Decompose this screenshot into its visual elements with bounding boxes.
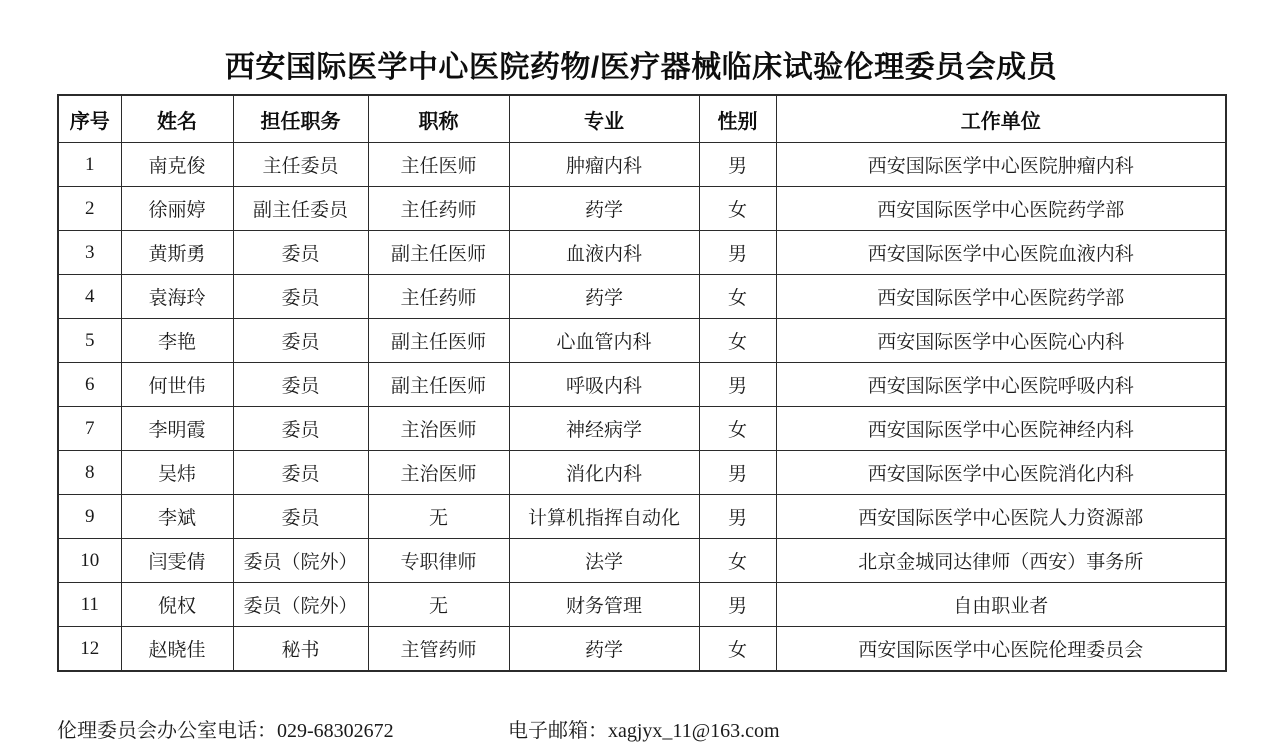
table-cell: 消化内科 <box>509 451 699 495</box>
table-cell: 男 <box>699 451 776 495</box>
column-header: 姓名 <box>121 95 233 143</box>
table-row <box>58 231 1226 275</box>
table-row <box>58 627 1226 672</box>
table-cell: 委员 <box>233 319 368 363</box>
table-cell: 主管药师 <box>368 627 509 672</box>
office-phone-label: 伦理委员会办公室电话： <box>57 720 277 742</box>
table-cell: 副主任医师 <box>368 319 509 363</box>
table-cell: 李斌 <box>121 495 233 539</box>
table-row <box>58 539 1226 583</box>
table-cell: 女 <box>699 187 776 231</box>
table-cell: 女 <box>699 275 776 319</box>
table-cell: 财务管理 <box>509 583 699 627</box>
table-cell: 法学 <box>509 539 699 583</box>
table-cell: 11 <box>58 583 121 627</box>
table-cell: 西安国际医学中心医院呼吸内科 <box>776 363 1226 407</box>
table-cell: 北京金城同达律师（西安）事务所 <box>776 539 1226 583</box>
table-cell: 主任委员 <box>233 143 368 187</box>
table-row <box>58 407 1226 451</box>
table-cell: 无 <box>368 495 509 539</box>
table-cell: 吴炜 <box>121 451 233 495</box>
office-email-value: xagjyx_11@163.com <box>608 720 780 742</box>
column-header: 序号 <box>58 95 121 143</box>
table-cell: 女 <box>699 407 776 451</box>
table-cell: 委员 <box>233 363 368 407</box>
table-cell: 委员 <box>233 231 368 275</box>
table-cell: 2 <box>58 187 121 231</box>
table-cell: 西安国际医学中心医院药学部 <box>776 187 1226 231</box>
table-cell: 李明霞 <box>121 407 233 451</box>
table-cell: 主任医师 <box>368 143 509 187</box>
table-cell: 4 <box>58 275 121 319</box>
table-row <box>58 275 1226 319</box>
header-row <box>58 95 1226 143</box>
table-cell: 委员（院外） <box>233 583 368 627</box>
table-row <box>58 143 1226 187</box>
table-cell: 李艳 <box>121 319 233 363</box>
table-cell: 闫雯倩 <box>121 539 233 583</box>
table-cell: 神经病学 <box>509 407 699 451</box>
table-cell: 西安国际医学中心医院人力资源部 <box>776 495 1226 539</box>
table-cell: 倪权 <box>121 583 233 627</box>
table-cell: 徐丽婷 <box>121 187 233 231</box>
table-cell: 西安国际医学中心医院肿瘤内科 <box>776 143 1226 187</box>
table-cell: 5 <box>58 319 121 363</box>
table-cell: 西安国际医学中心医院伦理委员会 <box>776 627 1226 672</box>
table-cell: 委员 <box>233 407 368 451</box>
table-cell: 赵晓佳 <box>121 627 233 672</box>
table-cell: 6 <box>58 363 121 407</box>
table-row <box>58 495 1226 539</box>
table-cell: 委员 <box>233 275 368 319</box>
table-cell: 自由职业者 <box>776 583 1226 627</box>
table-cell: 女 <box>699 539 776 583</box>
column-header: 担任职务 <box>233 95 368 143</box>
column-header: 职称 <box>368 95 509 143</box>
table-cell: 血液内科 <box>509 231 699 275</box>
column-header: 性别 <box>699 95 776 143</box>
table-row <box>58 319 1226 363</box>
table-cell: 委员 <box>233 451 368 495</box>
table-cell: 呼吸内科 <box>509 363 699 407</box>
table-cell: 何世伟 <box>121 363 233 407</box>
office-phone <box>57 714 394 743</box>
table-cell: 8 <box>58 451 121 495</box>
table-cell: 委员 <box>233 495 368 539</box>
table-cell: 9 <box>58 495 121 539</box>
members-table <box>57 94 1227 672</box>
table-cell: 7 <box>58 407 121 451</box>
table-cell: 肿瘤内科 <box>509 143 699 187</box>
table-cell: 男 <box>699 495 776 539</box>
table-cell: 袁海玲 <box>121 275 233 319</box>
office-phone-value: 029-68302672 <box>277 720 394 742</box>
column-header: 专业 <box>509 95 699 143</box>
column-header: 工作单位 <box>776 95 1226 143</box>
table-cell: 12 <box>58 627 121 672</box>
table-cell: 药学 <box>509 187 699 231</box>
table-cell: 西安国际医学中心医院血液内科 <box>776 231 1226 275</box>
table-cell: 计算机指挥自动化 <box>509 495 699 539</box>
table-cell: 西安国际医学中心医院心内科 <box>776 319 1226 363</box>
table-cell: 委员（院外） <box>233 539 368 583</box>
table-cell: 南克俊 <box>121 143 233 187</box>
table-cell: 10 <box>58 539 121 583</box>
table-cell: 男 <box>699 583 776 627</box>
table-cell: 黄斯勇 <box>121 231 233 275</box>
table-cell: 男 <box>699 231 776 275</box>
table-cell: 女 <box>699 627 776 672</box>
table-cell: 主任药师 <box>368 275 509 319</box>
table-cell: 副主任委员 <box>233 187 368 231</box>
table-cell: 主治医师 <box>368 407 509 451</box>
table-row <box>58 451 1226 495</box>
office-email-label: 电子邮箱： <box>508 720 608 742</box>
table-cell: 西安国际医学中心医院消化内科 <box>776 451 1226 495</box>
table-cell: 3 <box>58 231 121 275</box>
table-cell: 秘书 <box>233 627 368 672</box>
table-row <box>58 583 1226 627</box>
table-cell: 药学 <box>509 275 699 319</box>
table-cell: 心血管内科 <box>509 319 699 363</box>
table-cell: 1 <box>58 143 121 187</box>
table-row <box>58 187 1226 231</box>
table-cell: 男 <box>699 363 776 407</box>
table-cell: 专职律师 <box>368 539 509 583</box>
table-cell: 主任药师 <box>368 187 509 231</box>
table-row <box>58 363 1226 407</box>
table-cell: 女 <box>699 319 776 363</box>
table-cell: 副主任医师 <box>368 363 509 407</box>
table-cell: 西安国际医学中心医院神经内科 <box>776 407 1226 451</box>
table-cell: 主治医师 <box>368 451 509 495</box>
office-email <box>508 714 780 743</box>
table-cell: 西安国际医学中心医院药学部 <box>776 275 1226 319</box>
table-cell: 男 <box>699 143 776 187</box>
table-cell: 无 <box>368 583 509 627</box>
page-title: 西安国际医学中心医院药物/医疗器械临床试验伦理委员会成员 <box>224 51 1058 84</box>
table-cell: 药学 <box>509 627 699 672</box>
table-cell: 副主任医师 <box>368 231 509 275</box>
